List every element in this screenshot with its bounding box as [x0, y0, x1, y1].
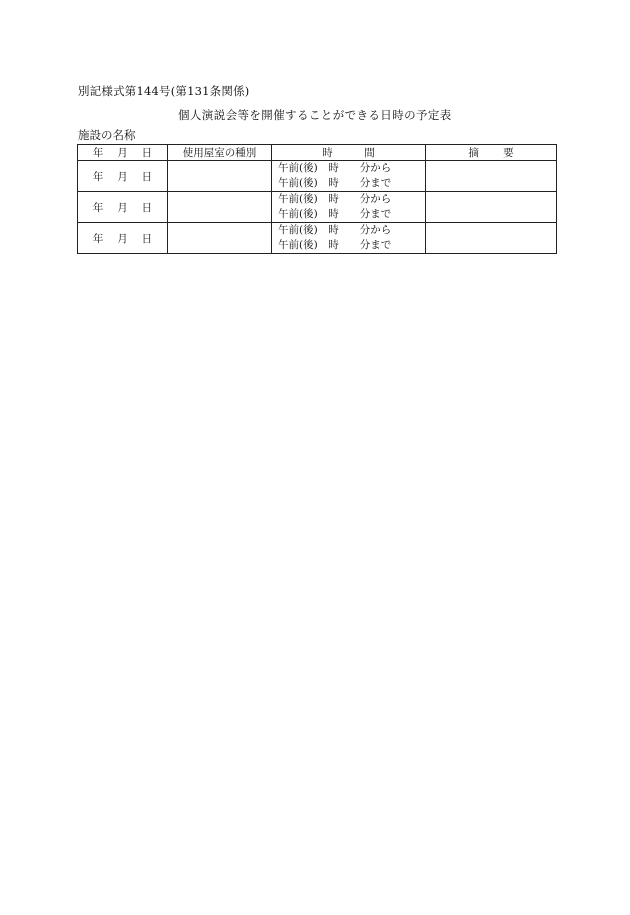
header-remarks: 摘 要 — [426, 145, 557, 161]
row-room-type — [168, 192, 272, 223]
form-reference: 別記様式第144号(第131条関係) — [78, 84, 250, 98]
row-time — [272, 161, 426, 192]
header-time: 時 間 — [272, 145, 426, 161]
row-room-type — [168, 161, 272, 192]
facility-name-label: 施設の名称 — [78, 128, 136, 142]
row-room-type — [168, 223, 272, 254]
time-from: 午前(後) 時 分から — [278, 162, 392, 174]
row-date: 年 月 日 — [78, 192, 168, 223]
table-row — [78, 223, 557, 254]
form-title: 個人演説会等を開催することができる日時の予定表 — [178, 108, 452, 122]
header-room-type: 使用屋室の種別 — [168, 145, 272, 161]
row-time — [272, 192, 426, 223]
row-remarks — [426, 161, 557, 192]
time-from: 午前(後) 時 分から — [278, 224, 392, 236]
row-date: 年 月 日 — [78, 223, 168, 254]
table-header-row — [78, 145, 557, 161]
schedule-table — [77, 144, 557, 254]
time-from: 午前(後) 時 分から — [278, 193, 392, 205]
table-row — [78, 161, 557, 192]
table-row — [78, 192, 557, 223]
time-to: 午前(後) 時 分まで — [278, 239, 392, 251]
row-remarks — [426, 223, 557, 254]
row-date: 年 月 日 — [78, 161, 168, 192]
row-time — [272, 223, 426, 254]
header-date: 年 月 日 — [78, 145, 168, 161]
time-to: 午前(後) 時 分まで — [278, 177, 392, 189]
row-remarks — [426, 192, 557, 223]
time-to: 午前(後) 時 分まで — [278, 208, 392, 220]
